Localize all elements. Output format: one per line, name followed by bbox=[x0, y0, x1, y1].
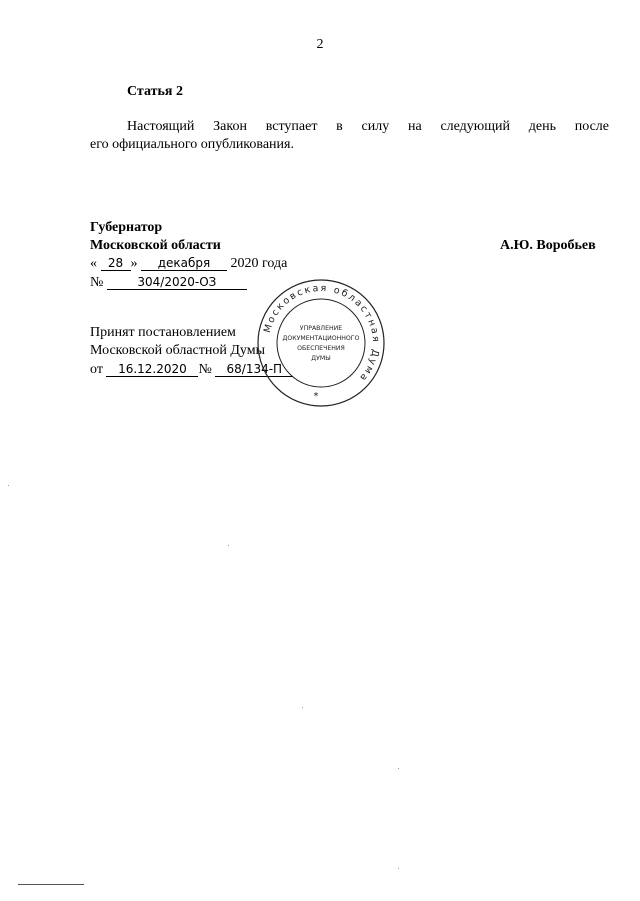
page-number: 2 bbox=[316, 37, 324, 52]
signing-date bbox=[90, 256, 287, 272]
date-month: декабря bbox=[141, 256, 227, 271]
footer-rule bbox=[18, 884, 84, 885]
adoption-from-label: от bbox=[90, 362, 103, 377]
law-number-value: 304/2020-ОЗ bbox=[107, 275, 247, 290]
date-open-quote: « bbox=[90, 256, 97, 271]
scan-speck bbox=[228, 545, 229, 546]
article-title: Статья 2 bbox=[127, 84, 183, 99]
adoption-number-value: 68/134-П bbox=[215, 362, 293, 377]
stamp-center-line-4: ДУМЫ bbox=[311, 355, 331, 362]
stamp-ring-text: Московская областная Дума bbox=[261, 282, 382, 385]
scan-speck bbox=[398, 768, 399, 769]
adoption-number-label: № bbox=[198, 362, 212, 377]
adoption-date: 16.12.2020 bbox=[106, 362, 198, 377]
stamp-center-line-1: УПРАВЛЕНИЕ bbox=[299, 325, 343, 332]
adoption-line-1: Принят постановлением bbox=[90, 325, 236, 340]
stamp-center-line-2: ДОКУМЕНТАЦИОННОГО bbox=[282, 335, 360, 342]
svg-text:Московская областная Дума bbox=[262, 283, 381, 384]
scan-speck bbox=[302, 707, 303, 708]
article-text-line-1: Настоящий Закон вступает в силу на следующий день после bbox=[127, 119, 609, 134]
adoption-line-2: Московской областной Думы bbox=[90, 343, 265, 358]
law-number-label: № bbox=[90, 275, 104, 290]
date-year: 2020 года bbox=[230, 256, 288, 271]
article-text-line-2: его официального опубликования. bbox=[90, 137, 294, 152]
date-close-quote: » bbox=[130, 256, 138, 271]
signatory-title-line-1: Губернатор bbox=[90, 220, 163, 235]
signatory-title-line-2: Московской области bbox=[90, 238, 221, 253]
signatory-name: А.Ю. Воробьев bbox=[500, 238, 596, 253]
stamp-center-line-3: ОБЕСПЕЧЕНИЯ bbox=[297, 345, 345, 352]
scan-speck bbox=[8, 485, 9, 486]
official-stamp bbox=[256, 278, 386, 408]
scan-speck bbox=[398, 868, 399, 869]
stamp-star: * bbox=[313, 391, 319, 402]
law-number bbox=[90, 275, 247, 291]
date-day: 28 bbox=[101, 256, 131, 271]
